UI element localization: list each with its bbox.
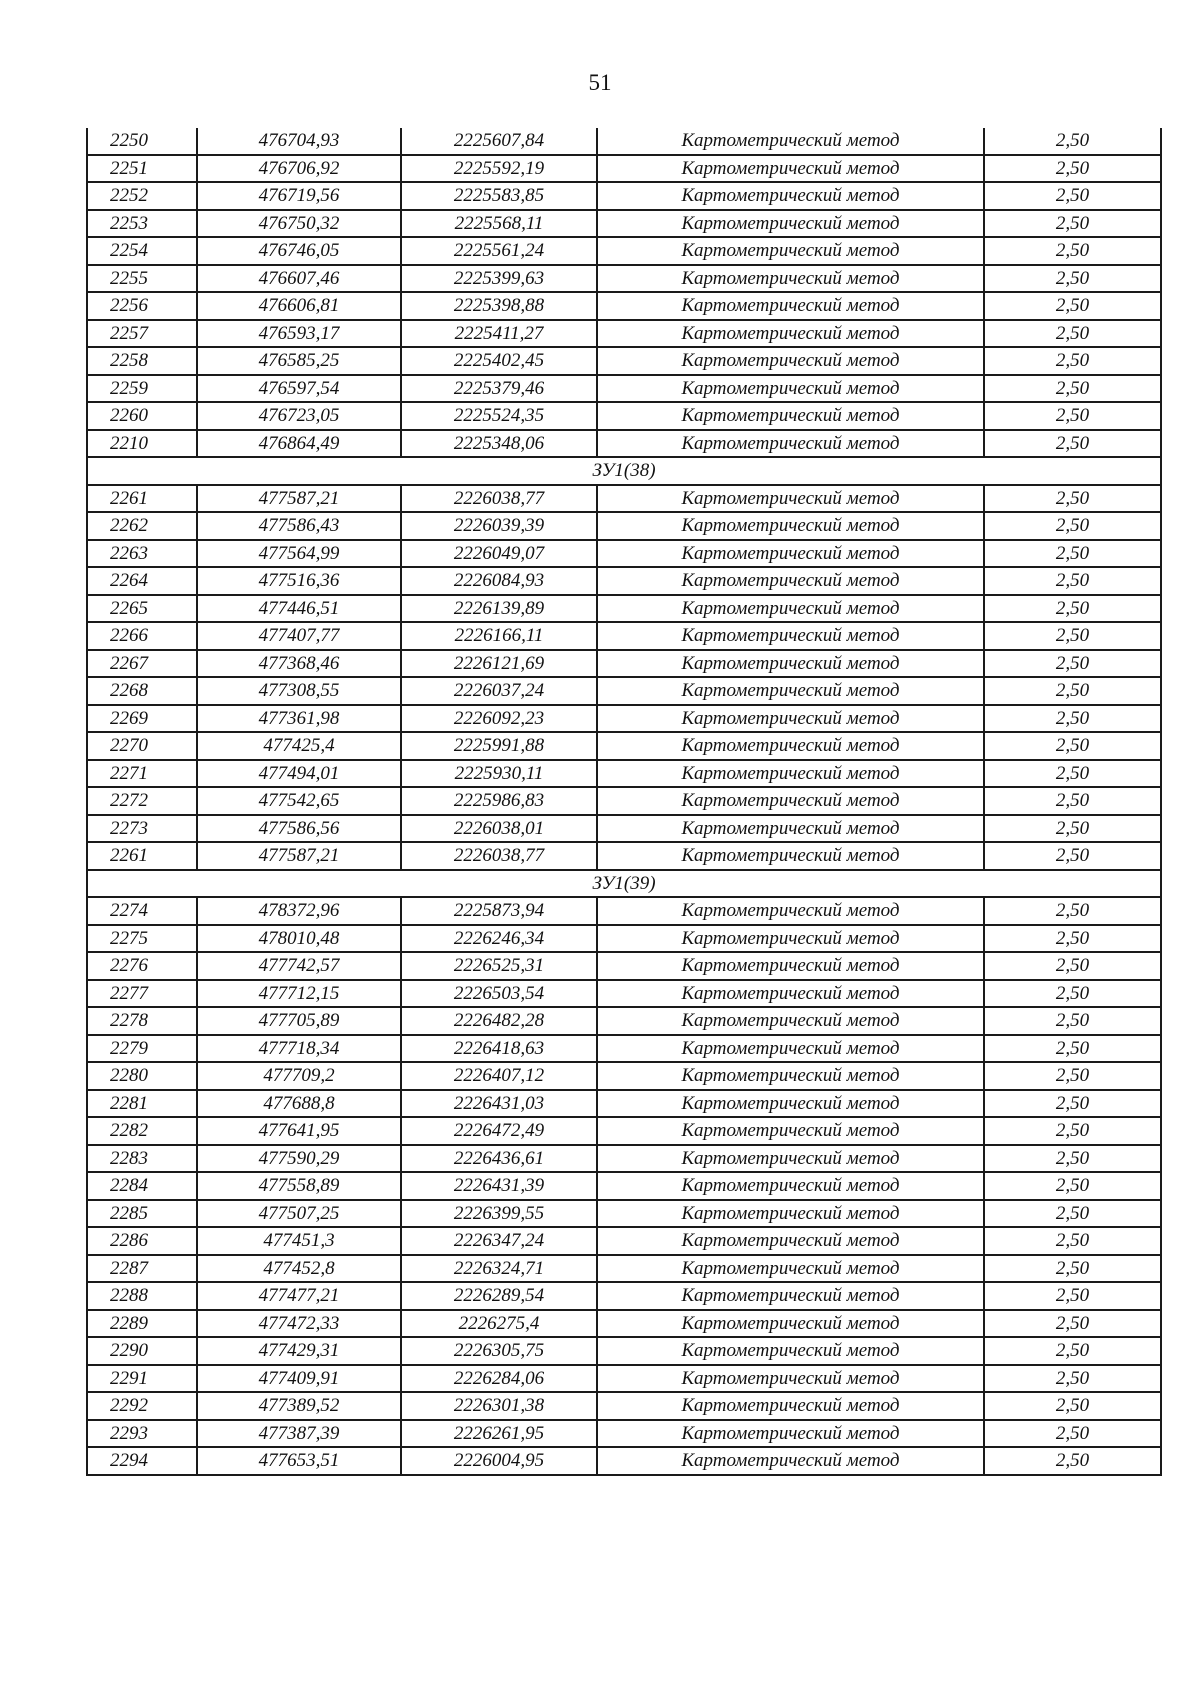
y-coordinate-cell: 2226121,69	[401, 650, 597, 678]
table-row	[87, 1420, 1161, 1448]
method-cell: Картометрический метод	[597, 237, 984, 265]
table-row	[87, 1255, 1161, 1283]
accuracy-cell: 2,50	[984, 320, 1161, 348]
table-row	[87, 1337, 1161, 1365]
point-number-cell: 2270	[87, 732, 197, 760]
table-row	[87, 897, 1161, 925]
x-coordinate-cell: 476597,54	[197, 375, 401, 403]
method-cell: Картометрический метод	[597, 815, 984, 843]
method-cell: Картометрический метод	[597, 925, 984, 953]
point-number-cell: 2261	[87, 842, 197, 870]
x-coordinate-cell: 477425,4	[197, 732, 401, 760]
y-coordinate-cell: 2226305,75	[401, 1337, 597, 1365]
table-row	[87, 595, 1161, 623]
method-cell: Картометрический метод	[597, 1337, 984, 1365]
x-coordinate-cell: 477586,43	[197, 512, 401, 540]
x-coordinate-cell: 477586,56	[197, 815, 401, 843]
point-number-cell: 2261	[87, 485, 197, 513]
method-cell: Картометрический метод	[597, 567, 984, 595]
x-coordinate-cell: 477446,51	[197, 595, 401, 623]
table-row	[87, 430, 1161, 458]
accuracy-cell: 2,50	[984, 1145, 1161, 1173]
table-row	[87, 1007, 1161, 1035]
method-cell: Картометрический метод	[597, 732, 984, 760]
method-cell: Картометрический метод	[597, 1227, 984, 1255]
point-number-cell: 2279	[87, 1035, 197, 1063]
y-coordinate-cell: 2226049,07	[401, 540, 597, 568]
point-number-cell: 2274	[87, 897, 197, 925]
accuracy-cell: 2,50	[984, 292, 1161, 320]
point-number-cell: 2277	[87, 980, 197, 1008]
method-cell: Картометрический метод	[597, 1282, 984, 1310]
point-number-cell: 2255	[87, 265, 197, 293]
table-row	[87, 237, 1161, 265]
accuracy-cell: 2,50	[984, 1392, 1161, 1420]
accuracy-cell: 2,50	[984, 430, 1161, 458]
table-row	[87, 1062, 1161, 1090]
point-number-cell: 2265	[87, 595, 197, 623]
x-coordinate-cell: 477451,3	[197, 1227, 401, 1255]
table-row	[87, 1035, 1161, 1063]
y-coordinate-cell: 2226436,61	[401, 1145, 597, 1173]
y-coordinate-cell: 2226261,95	[401, 1420, 597, 1448]
accuracy-cell: 2,50	[984, 760, 1161, 788]
y-coordinate-cell: 2226472,49	[401, 1117, 597, 1145]
method-cell: Картометрический метод	[597, 1200, 984, 1228]
coordinates-table	[86, 128, 1162, 1476]
x-coordinate-cell: 476593,17	[197, 320, 401, 348]
y-coordinate-cell: 2226166,11	[401, 622, 597, 650]
x-coordinate-cell: 476750,32	[197, 210, 401, 238]
x-coordinate-cell: 477742,57	[197, 952, 401, 980]
point-number-cell: 2253	[87, 210, 197, 238]
point-number-cell: 2275	[87, 925, 197, 953]
y-coordinate-cell: 2226503,54	[401, 980, 597, 1008]
method-cell: Картометрический метод	[597, 650, 984, 678]
accuracy-cell: 2,50	[984, 210, 1161, 238]
method-cell: Картометрический метод	[597, 760, 984, 788]
x-coordinate-cell: 477705,89	[197, 1007, 401, 1035]
x-coordinate-cell: 476607,46	[197, 265, 401, 293]
method-cell: Картометрический метод	[597, 540, 984, 568]
x-coordinate-cell: 476704,93	[197, 128, 401, 155]
x-coordinate-cell: 477590,29	[197, 1145, 401, 1173]
method-cell: Картометрический метод	[597, 1420, 984, 1448]
method-cell: Картометрический метод	[597, 622, 984, 650]
coordinates-table-body	[87, 128, 1161, 1475]
x-coordinate-cell: 477472,33	[197, 1310, 401, 1338]
x-coordinate-cell: 477368,46	[197, 650, 401, 678]
accuracy-cell: 2,50	[984, 512, 1161, 540]
method-cell: Картометрический метод	[597, 182, 984, 210]
accuracy-cell: 2,50	[984, 1447, 1161, 1475]
y-coordinate-cell: 2226084,93	[401, 567, 597, 595]
y-coordinate-cell: 2225348,06	[401, 430, 597, 458]
point-number-cell: 2292	[87, 1392, 197, 1420]
accuracy-cell: 2,50	[984, 787, 1161, 815]
table-row	[87, 1227, 1161, 1255]
method-cell: Картометрический метод	[597, 1365, 984, 1393]
x-coordinate-cell: 476606,81	[197, 292, 401, 320]
y-coordinate-cell: 2226038,77	[401, 842, 597, 870]
accuracy-cell: 2,50	[984, 677, 1161, 705]
table-row	[87, 815, 1161, 843]
y-coordinate-cell: 2226289,54	[401, 1282, 597, 1310]
x-coordinate-cell: 477361,98	[197, 705, 401, 733]
method-cell: Картометрический метод	[597, 292, 984, 320]
accuracy-cell: 2,50	[984, 567, 1161, 595]
accuracy-cell: 2,50	[984, 1090, 1161, 1118]
accuracy-cell: 2,50	[984, 155, 1161, 183]
point-number-cell: 2256	[87, 292, 197, 320]
method-cell: Картометрический метод	[597, 1255, 984, 1283]
table-row	[87, 1310, 1161, 1338]
y-coordinate-cell: 2225583,85	[401, 182, 597, 210]
accuracy-cell: 2,50	[984, 402, 1161, 430]
point-number-cell: 2251	[87, 155, 197, 183]
table-row	[87, 677, 1161, 705]
x-coordinate-cell: 477308,55	[197, 677, 401, 705]
method-cell: Картометрический метод	[597, 1310, 984, 1338]
table-row	[87, 1365, 1161, 1393]
section-header-row	[87, 870, 1161, 898]
x-coordinate-cell: 477564,99	[197, 540, 401, 568]
point-number-cell: 2286	[87, 1227, 197, 1255]
accuracy-cell: 2,50	[984, 265, 1161, 293]
y-coordinate-cell: 2225398,88	[401, 292, 597, 320]
accuracy-cell: 2,50	[984, 1007, 1161, 1035]
x-coordinate-cell: 478010,48	[197, 925, 401, 953]
y-coordinate-cell: 2226418,63	[401, 1035, 597, 1063]
method-cell: Картометрический метод	[597, 155, 984, 183]
y-coordinate-cell: 2225568,11	[401, 210, 597, 238]
y-coordinate-cell: 2225592,19	[401, 155, 597, 183]
y-coordinate-cell: 2225986,83	[401, 787, 597, 815]
table-row	[87, 1392, 1161, 1420]
y-coordinate-cell: 2225402,45	[401, 347, 597, 375]
x-coordinate-cell: 477688,8	[197, 1090, 401, 1118]
accuracy-cell: 2,50	[984, 128, 1161, 155]
point-number-cell: 2263	[87, 540, 197, 568]
x-coordinate-cell: 477387,39	[197, 1420, 401, 1448]
table-row	[87, 182, 1161, 210]
table-row	[87, 512, 1161, 540]
y-coordinate-cell: 2225411,27	[401, 320, 597, 348]
y-coordinate-cell: 2226525,31	[401, 952, 597, 980]
table-row	[87, 292, 1161, 320]
point-number-cell: 2290	[87, 1337, 197, 1365]
accuracy-cell: 2,50	[984, 1172, 1161, 1200]
x-coordinate-cell: 477542,65	[197, 787, 401, 815]
method-cell: Картометрический метод	[597, 1145, 984, 1173]
method-cell: Картометрический метод	[597, 402, 984, 430]
point-number-cell: 2260	[87, 402, 197, 430]
table-row	[87, 375, 1161, 403]
method-cell: Картометрический метод	[597, 1090, 984, 1118]
table-row	[87, 1117, 1161, 1145]
table-row	[87, 567, 1161, 595]
point-number-cell: 2268	[87, 677, 197, 705]
table-row	[87, 265, 1161, 293]
accuracy-cell: 2,50	[984, 897, 1161, 925]
table-row	[87, 925, 1161, 953]
y-coordinate-cell: 2226038,01	[401, 815, 597, 843]
x-coordinate-cell: 476706,92	[197, 155, 401, 183]
y-coordinate-cell: 2225607,84	[401, 128, 597, 155]
y-coordinate-cell: 2226399,55	[401, 1200, 597, 1228]
table-row	[87, 1145, 1161, 1173]
x-coordinate-cell: 476719,56	[197, 182, 401, 210]
y-coordinate-cell: 2226037,24	[401, 677, 597, 705]
x-coordinate-cell: 477587,21	[197, 485, 401, 513]
method-cell: Картометрический метод	[597, 1447, 984, 1475]
point-number-cell: 2252	[87, 182, 197, 210]
point-number-cell: 2282	[87, 1117, 197, 1145]
accuracy-cell: 2,50	[984, 1200, 1161, 1228]
table-row	[87, 622, 1161, 650]
y-coordinate-cell: 2225524,35	[401, 402, 597, 430]
method-cell: Картометрический метод	[597, 705, 984, 733]
x-coordinate-cell: 477507,25	[197, 1200, 401, 1228]
point-number-cell: 2254	[87, 237, 197, 265]
y-coordinate-cell: 2225399,63	[401, 265, 597, 293]
x-coordinate-cell: 477709,2	[197, 1062, 401, 1090]
table-row	[87, 732, 1161, 760]
accuracy-cell: 2,50	[984, 1282, 1161, 1310]
y-coordinate-cell: 2226407,12	[401, 1062, 597, 1090]
x-coordinate-cell: 477587,21	[197, 842, 401, 870]
point-number-cell: 2278	[87, 1007, 197, 1035]
method-cell: Картометрический метод	[597, 787, 984, 815]
accuracy-cell: 2,50	[984, 1365, 1161, 1393]
accuracy-cell: 2,50	[984, 622, 1161, 650]
accuracy-cell: 2,50	[984, 650, 1161, 678]
accuracy-cell: 2,50	[984, 347, 1161, 375]
accuracy-cell: 2,50	[984, 237, 1161, 265]
accuracy-cell: 2,50	[984, 925, 1161, 953]
table-row	[87, 320, 1161, 348]
y-coordinate-cell: 2226139,89	[401, 595, 597, 623]
method-cell: Картометрический метод	[597, 980, 984, 1008]
accuracy-cell: 2,50	[984, 732, 1161, 760]
method-cell: Картометрический метод	[597, 1035, 984, 1063]
method-cell: Картометрический метод	[597, 1007, 984, 1035]
y-coordinate-cell: 2226275,4	[401, 1310, 597, 1338]
y-coordinate-cell: 2226004,95	[401, 1447, 597, 1475]
accuracy-cell: 2,50	[984, 375, 1161, 403]
x-coordinate-cell: 476864,49	[197, 430, 401, 458]
table-row	[87, 540, 1161, 568]
table-row	[87, 128, 1161, 155]
accuracy-cell: 2,50	[984, 842, 1161, 870]
point-number-cell: 2289	[87, 1310, 197, 1338]
method-cell: Картометрический метод	[597, 320, 984, 348]
accuracy-cell: 2,50	[984, 815, 1161, 843]
method-cell: Картометрический метод	[597, 595, 984, 623]
x-coordinate-cell: 476746,05	[197, 237, 401, 265]
point-number-cell: 2273	[87, 815, 197, 843]
point-number-cell: 2276	[87, 952, 197, 980]
table-row	[87, 402, 1161, 430]
method-cell: Картометрический метод	[597, 1062, 984, 1090]
method-cell: Картометрический метод	[597, 677, 984, 705]
accuracy-cell: 2,50	[984, 705, 1161, 733]
y-coordinate-cell: 2225991,88	[401, 732, 597, 760]
point-number-cell: 2294	[87, 1447, 197, 1475]
accuracy-cell: 2,50	[984, 595, 1161, 623]
table-row	[87, 1172, 1161, 1200]
y-coordinate-cell: 2226284,06	[401, 1365, 597, 1393]
x-coordinate-cell: 477407,77	[197, 622, 401, 650]
y-coordinate-cell: 2225873,94	[401, 897, 597, 925]
method-cell: Картометрический метод	[597, 1392, 984, 1420]
method-cell: Картометрический метод	[597, 210, 984, 238]
y-coordinate-cell: 2226482,28	[401, 1007, 597, 1035]
y-coordinate-cell: 2226324,71	[401, 1255, 597, 1283]
section-header: ЗУ1(39)	[87, 870, 1161, 898]
y-coordinate-cell: 2226347,24	[401, 1227, 597, 1255]
method-cell: Картометрический метод	[597, 128, 984, 155]
x-coordinate-cell: 477409,91	[197, 1365, 401, 1393]
method-cell: Картометрический метод	[597, 842, 984, 870]
table-row	[87, 210, 1161, 238]
method-cell: Картометрический метод	[597, 265, 984, 293]
table-row	[87, 952, 1161, 980]
point-number-cell: 2287	[87, 1255, 197, 1283]
accuracy-cell: 2,50	[984, 1420, 1161, 1448]
accuracy-cell: 2,50	[984, 1337, 1161, 1365]
method-cell: Картометрический метод	[597, 430, 984, 458]
x-coordinate-cell: 477718,34	[197, 1035, 401, 1063]
y-coordinate-cell: 2226431,39	[401, 1172, 597, 1200]
x-coordinate-cell: 477516,36	[197, 567, 401, 595]
x-coordinate-cell: 477558,89	[197, 1172, 401, 1200]
point-number-cell: 2285	[87, 1200, 197, 1228]
table-row	[87, 1447, 1161, 1475]
accuracy-cell: 2,50	[984, 182, 1161, 210]
accuracy-cell: 2,50	[984, 1035, 1161, 1063]
x-coordinate-cell: 477429,31	[197, 1337, 401, 1365]
accuracy-cell: 2,50	[984, 1310, 1161, 1338]
method-cell: Картометрический метод	[597, 1117, 984, 1145]
x-coordinate-cell: 478372,96	[197, 897, 401, 925]
table-row	[87, 347, 1161, 375]
point-number-cell: 2280	[87, 1062, 197, 1090]
table-row	[87, 787, 1161, 815]
accuracy-cell: 2,50	[984, 980, 1161, 1008]
accuracy-cell: 2,50	[984, 1255, 1161, 1283]
accuracy-cell: 2,50	[984, 952, 1161, 980]
point-number-cell: 2264	[87, 567, 197, 595]
method-cell: Картометрический метод	[597, 952, 984, 980]
y-coordinate-cell: 2226039,39	[401, 512, 597, 540]
x-coordinate-cell: 477452,8	[197, 1255, 401, 1283]
method-cell: Картометрический метод	[597, 347, 984, 375]
method-cell: Картометрический метод	[597, 375, 984, 403]
point-number-cell: 2283	[87, 1145, 197, 1173]
x-coordinate-cell: 477477,21	[197, 1282, 401, 1310]
accuracy-cell: 2,50	[984, 540, 1161, 568]
x-coordinate-cell: 477494,01	[197, 760, 401, 788]
method-cell: Картометрический метод	[597, 897, 984, 925]
section-header-row	[87, 457, 1161, 485]
y-coordinate-cell: 2226092,23	[401, 705, 597, 733]
point-number-cell: 2272	[87, 787, 197, 815]
table-row	[87, 980, 1161, 1008]
x-coordinate-cell: 476723,05	[197, 402, 401, 430]
table-row	[87, 1282, 1161, 1310]
y-coordinate-cell: 2226301,38	[401, 1392, 597, 1420]
point-number-cell: 2210	[87, 430, 197, 458]
x-coordinate-cell: 477653,51	[197, 1447, 401, 1475]
y-coordinate-cell: 2226246,34	[401, 925, 597, 953]
x-coordinate-cell: 477641,95	[197, 1117, 401, 1145]
y-coordinate-cell: 2225561,24	[401, 237, 597, 265]
point-number-cell: 2288	[87, 1282, 197, 1310]
table-row	[87, 705, 1161, 733]
x-coordinate-cell: 477712,15	[197, 980, 401, 1008]
method-cell: Картометрический метод	[597, 512, 984, 540]
accuracy-cell: 2,50	[984, 485, 1161, 513]
x-coordinate-cell: 477389,52	[197, 1392, 401, 1420]
accuracy-cell: 2,50	[984, 1227, 1161, 1255]
accuracy-cell: 2,50	[984, 1062, 1161, 1090]
y-coordinate-cell: 2226431,03	[401, 1090, 597, 1118]
point-number-cell: 2293	[87, 1420, 197, 1448]
point-number-cell: 2266	[87, 622, 197, 650]
point-number-cell: 2257	[87, 320, 197, 348]
y-coordinate-cell: 2225930,11	[401, 760, 597, 788]
table-row	[87, 842, 1161, 870]
accuracy-cell: 2,50	[984, 1117, 1161, 1145]
point-number-cell: 2267	[87, 650, 197, 678]
point-number-cell: 2291	[87, 1365, 197, 1393]
y-coordinate-cell: 2225379,46	[401, 375, 597, 403]
point-number-cell: 2258	[87, 347, 197, 375]
table-row	[87, 1200, 1161, 1228]
table-row	[87, 650, 1161, 678]
method-cell: Картометрический метод	[597, 1172, 984, 1200]
point-number-cell: 2271	[87, 760, 197, 788]
y-coordinate-cell: 2226038,77	[401, 485, 597, 513]
point-number-cell: 2269	[87, 705, 197, 733]
point-number-cell: 2259	[87, 375, 197, 403]
point-number-cell: 2262	[87, 512, 197, 540]
section-header: ЗУ1(38)	[87, 457, 1161, 485]
table-row	[87, 155, 1161, 183]
point-number-cell: 2284	[87, 1172, 197, 1200]
page-number: 51	[588, 70, 612, 95]
point-number-cell: 2250	[87, 128, 197, 155]
point-number-cell: 2281	[87, 1090, 197, 1118]
x-coordinate-cell: 476585,25	[197, 347, 401, 375]
table-row	[87, 1090, 1161, 1118]
table-row	[87, 485, 1161, 513]
table-row	[87, 760, 1161, 788]
method-cell: Картометрический метод	[597, 485, 984, 513]
